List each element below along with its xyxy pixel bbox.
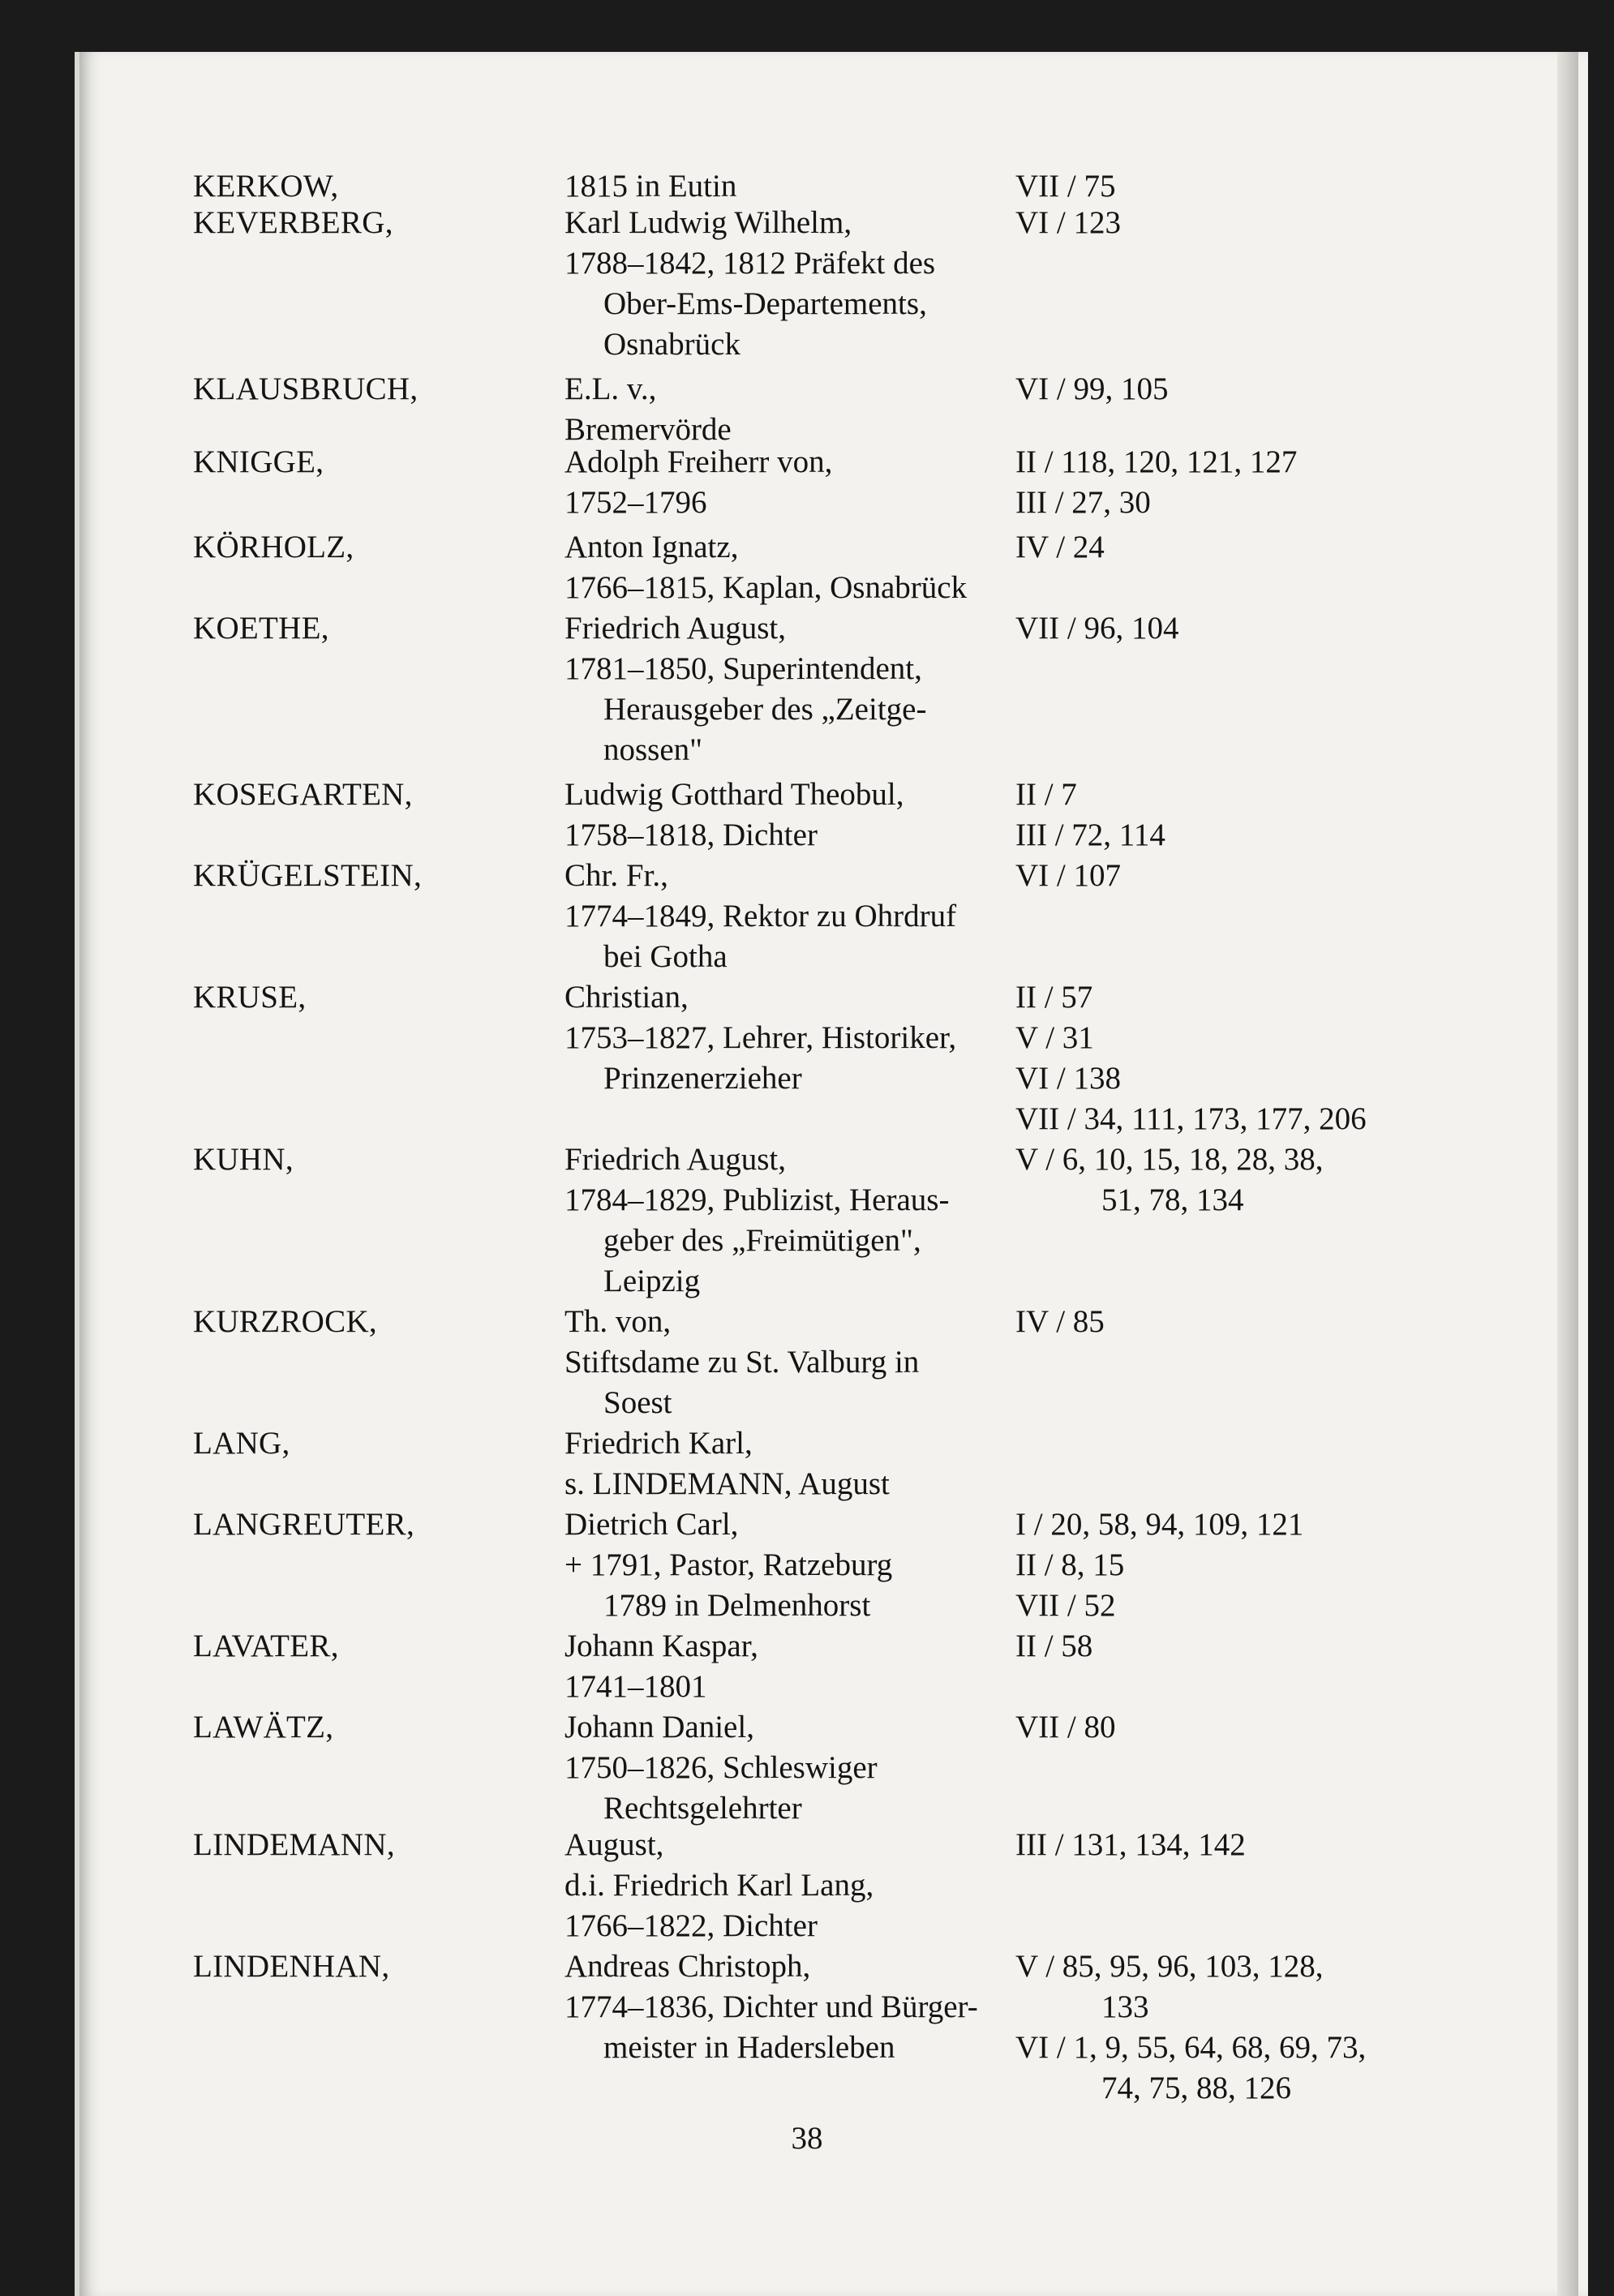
entry-name: LANGREUTER,: [193, 1507, 415, 1542]
reference-line: VI / 138: [1015, 1061, 1121, 1096]
entry-name: KRUSE,: [193, 980, 307, 1015]
reference-line: VII / 52: [1015, 1588, 1116, 1623]
description-line: Th. von,: [564, 1304, 672, 1339]
description-line: Friedrich Karl,: [564, 1426, 753, 1461]
reference-line: IV / 24: [1015, 530, 1105, 564]
description-line: Prinzenerzieher: [603, 1061, 802, 1096]
entry-references: [1015, 1825, 1246, 1865]
entry-name: KOETHE,: [193, 611, 329, 646]
entry-name: KOSEGARTEN,: [193, 777, 413, 812]
description-line: 1774–1836, Dichter und Bürger-: [564, 1989, 978, 2024]
reference-line: II / 58: [1015, 1629, 1093, 1663]
reference-line: II / 8, 15: [1015, 1547, 1125, 1582]
entry-name: KEVERBERG,: [193, 205, 393, 240]
entry-description: [564, 442, 832, 523]
entry-references: [1015, 1626, 1092, 1667]
entry-references: [1015, 1139, 1324, 1221]
description-line: Adolph Freiherr von,: [564, 444, 833, 479]
description-line: + 1791, Pastor, Ratzeburg: [564, 1547, 893, 1582]
description-line: Johann Kaspar,: [564, 1629, 758, 1663]
description-line: bei Gotha: [603, 939, 728, 974]
description-line: August,: [564, 1827, 664, 1862]
reference-line: VI / 99, 105: [1015, 371, 1169, 406]
entry-description: [564, 775, 904, 856]
reference-line: VII / 96, 104: [1015, 611, 1179, 646]
entry-references: [1015, 775, 1165, 856]
entry-name: LINDEMANN,: [193, 1827, 395, 1862]
entry-description: [564, 1707, 878, 1829]
entry-name: KUHN,: [193, 1142, 294, 1177]
description-line: meister in Hadersleben: [603, 2030, 895, 2065]
description-line: 1753–1827, Lehrer, Historiker,: [564, 1020, 957, 1055]
description-line: Leipzig: [603, 1264, 701, 1298]
description-line: 1789 in Delmenhorst: [603, 1588, 871, 1623]
entry-name: KÖRHOLZ,: [193, 530, 354, 564]
entry-references: [1015, 1302, 1105, 1342]
entry-description: [564, 166, 736, 207]
entry-description: [564, 608, 926, 770]
reference-line: III / 131, 134, 142: [1015, 1827, 1246, 1862]
description-line: d.i. Friedrich Karl Lang,: [564, 1868, 874, 1903]
entry-description: [564, 527, 967, 608]
entry-description: [564, 203, 935, 365]
description-line: Stiftsdame zu St. Valburg in: [564, 1345, 920, 1380]
entry-description: [564, 1946, 978, 2068]
reference-line: V / 6, 10, 15, 18, 28, 38,: [1015, 1142, 1324, 1177]
reference-line: 133: [1101, 1989, 1149, 2024]
reference-line: V / 85, 95, 96, 103, 128,: [1015, 1949, 1324, 1984]
description-line: 1766–1815, Kaplan, Osnabrück: [564, 570, 968, 605]
page-number-text: 38: [791, 2121, 823, 2156]
entry-references: [1015, 203, 1121, 243]
description-line: 1741–1801: [564, 1669, 707, 1704]
reference-line: 74, 75, 88, 126: [1101, 2071, 1291, 2105]
reference-line: VI / 107: [1015, 858, 1121, 893]
description-line: 1781–1850, Superintendent,: [564, 651, 922, 686]
reference-line: 51, 78, 134: [1101, 1182, 1244, 1217]
entry-name: LINDENHAN,: [193, 1949, 390, 1984]
reference-line: VI / 123: [1015, 205, 1121, 240]
description-line: Herausgeber des „Zeitge-: [603, 692, 927, 727]
entry-name: LANG,: [193, 1426, 290, 1461]
entry-description: [564, 1504, 892, 1626]
description-line: 1766–1822, Dichter: [564, 1908, 818, 1943]
description-line: Osnabrück: [603, 327, 740, 362]
entry-description: [564, 1626, 758, 1707]
reference-line: II / 57: [1015, 980, 1093, 1015]
description-line: Johann Daniel,: [564, 1710, 754, 1745]
entry-description: [564, 369, 732, 450]
entry-references: [1015, 166, 1115, 207]
description-line: Andreas Christoph,: [564, 1949, 811, 1984]
description-line: 1788–1842, 1812 Präfekt des: [564, 246, 936, 281]
reference-line: VII / 80: [1015, 1710, 1116, 1745]
description-line: 1758–1818, Dichter: [564, 818, 818, 852]
description-line: Anton Ignatz,: [564, 530, 739, 564]
description-line: 1774–1849, Rektor zu Ohrdruf: [564, 899, 957, 933]
entry-references: [1015, 527, 1105, 568]
reference-line: III / 72, 114: [1015, 818, 1165, 852]
description-line: Chr. Fr.,: [564, 858, 668, 893]
entry-references: [1015, 369, 1169, 410]
entry-name: KERKOW,: [193, 169, 339, 204]
description-line: Friedrich August,: [564, 1142, 786, 1177]
entry-name: KNIGGE,: [193, 444, 324, 479]
description-line: Dietrich Carl,: [564, 1507, 739, 1542]
description-line: Ludwig Gotthard Theobul,: [564, 777, 904, 812]
entry-name: KLAUSBRUCH,: [193, 371, 419, 406]
entry-description: [564, 977, 956, 1099]
entry-references: [1015, 1504, 1303, 1626]
entry-description: [564, 1139, 949, 1302]
reference-line: VII / 75: [1015, 169, 1116, 204]
entry-description: [564, 856, 956, 977]
description-line: Ober-Ems-Departements,: [603, 286, 927, 321]
description-line: geber des „Freimütigen",: [603, 1223, 921, 1258]
entry-name: KRÜGELSTEIN,: [193, 858, 422, 893]
description-line: Friedrich August,: [564, 611, 786, 646]
entry-references: [1015, 1946, 1366, 2109]
reference-line: VII / 34, 111, 173, 177, 206: [1015, 1101, 1367, 1136]
reference-line: IV / 85: [1015, 1304, 1105, 1339]
description-line: 1750–1826, Schleswiger: [564, 1750, 878, 1785]
description-line: Karl Ludwig Wilhelm,: [564, 205, 852, 240]
book-spine-shadow: [1557, 52, 1578, 2296]
entry-references: [1015, 977, 1367, 1139]
entry-description: [564, 1825, 874, 1946]
reference-line: III / 27, 30: [1015, 485, 1151, 520]
description-line: Rechtsgelehrter: [603, 1791, 802, 1826]
entry-references: [1015, 608, 1178, 649]
description-line: E.L. v.,: [564, 371, 657, 406]
description-line: s. LINDEMANN, August: [564, 1466, 890, 1501]
entry-references: [1015, 1707, 1115, 1748]
page-number: [0, 2120, 1614, 2157]
reference-line: VI / 1, 9, 55, 64, 68, 69, 73,: [1015, 2030, 1367, 2065]
description-line: 1784–1829, Publizist, Heraus-: [564, 1182, 950, 1217]
reference-line: II / 7: [1015, 777, 1077, 812]
entry-references: [1015, 442, 1297, 523]
description-line: Christian,: [564, 980, 689, 1015]
description-line: Soest: [603, 1385, 672, 1420]
description-line: nossen": [603, 732, 703, 767]
entry-description: [564, 1423, 890, 1504]
reference-line: I / 20, 58, 94, 109, 121: [1015, 1507, 1304, 1542]
entry-name: LAVATER,: [193, 1629, 339, 1663]
description-line: Bremervörde: [564, 412, 732, 447]
entry-references: [1015, 856, 1121, 896]
entry-name: KURZROCK,: [193, 1304, 377, 1339]
reference-line: II / 118, 120, 121, 127: [1015, 444, 1298, 479]
reference-line: V / 31: [1015, 1020, 1094, 1055]
entry-name: LAWÄTZ,: [193, 1710, 334, 1745]
entry-description: [564, 1302, 919, 1423]
description-line: 1815 in Eutin: [564, 169, 737, 204]
description-line: 1752–1796: [564, 485, 707, 520]
